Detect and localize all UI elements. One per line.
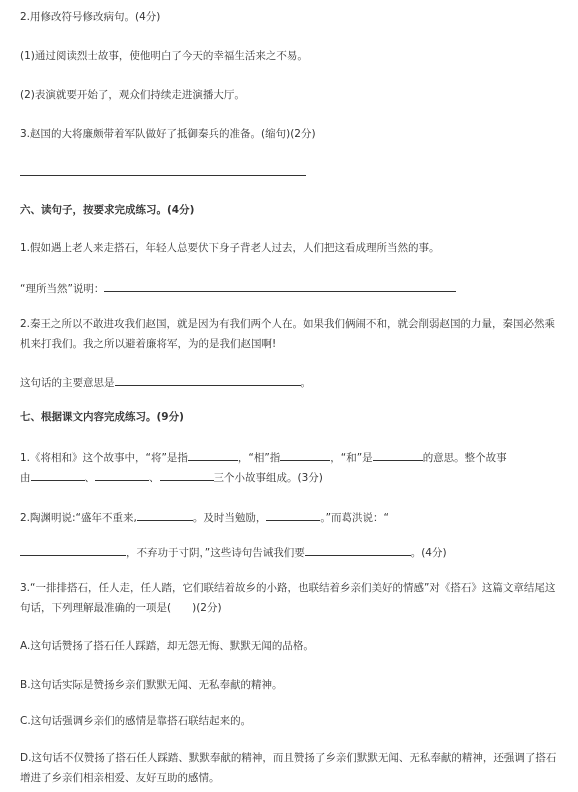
text: 。及时当勉励，	[192, 512, 267, 524]
answer-blank[interactable]	[266, 509, 320, 521]
section-7-question-2-line-2	[20, 544, 560, 560]
answer-blank[interactable]	[160, 469, 214, 481]
text: 、	[84, 472, 95, 484]
answer-blank[interactable]	[188, 449, 238, 461]
answer-blank[interactable]	[305, 544, 411, 556]
section-7-question-2-line-1	[20, 509, 560, 525]
answer-blank[interactable]	[20, 544, 126, 556]
text: 三个小故事组成。(3分)	[213, 472, 323, 484]
section-7-question-3: 3.“一排排搭石，任人走，任人踏，它们联结着故乡的小路，也联结着乡亲们美好的情感”对《搭石》这篇文章结尾这句话，下列理解最准确的一项是( )(2分)	[20, 582, 556, 614]
text: 。”而葛洪说：“	[320, 512, 389, 524]
section-6-question-1: 1.假如遇上老人来走搭石，年轻人总要伏下身子背老人过去，人们把这看成理所当然的事。	[20, 242, 440, 254]
answer-end: 。	[300, 377, 311, 389]
answer-prompt: “理所当然”说明：	[20, 283, 105, 295]
text: ，“和”是	[330, 452, 373, 464]
answer-blank[interactable]	[95, 469, 149, 481]
option-b: B.这句话实际是赞扬乡亲们默默无闻、无私奉献的精神。	[20, 679, 283, 691]
text: 由	[20, 472, 31, 484]
option-c: C.这句话强调乡亲们的感情是靠搭石联结起来的。	[20, 715, 252, 727]
section-7-heading: 七、根据课文内容完成练习。(9分)	[20, 411, 184, 423]
answer-blank[interactable]	[137, 509, 193, 521]
section-6-heading: 六、读句子，按要求完成练习。(4分)	[20, 204, 195, 216]
question-2-sentence-1: (1)通过阅读烈士故事，使他明白了今天的幸福生活来之不易。	[20, 50, 308, 62]
section-6-question-1-answer	[20, 280, 560, 296]
option-a: A.这句话赞扬了搭石任人踩踏，却无怨无悔、默默无闻的品格。	[20, 640, 314, 652]
question-2-title: 2.用修改符号修改病句。(4分)	[20, 11, 161, 23]
section-7-question-1-line-2	[20, 469, 560, 485]
answer-blank[interactable]	[280, 449, 330, 461]
text: 2.陶渊明说:“盛年不重来,	[20, 512, 137, 524]
answer-blank[interactable]	[31, 469, 85, 481]
text: 1.《将相和》这个故事中，“将”是指	[20, 452, 188, 464]
answer-blank[interactable]	[104, 280, 456, 292]
section-6-question-2-answer	[20, 374, 560, 390]
text: 的意思。整个故事	[422, 452, 507, 464]
question-2-sentence-2: (2)表演就要开始了，观众们持续走进演播大厅。	[20, 89, 245, 101]
section-7-question-1-line-1	[20, 449, 560, 465]
text: ，不弃功于寸阴，”这些诗句告诫我们要	[126, 547, 305, 559]
answer-blank[interactable]	[373, 449, 423, 461]
text: ，“相”指	[237, 452, 281, 464]
option-d: D.这句话不仅赞扬了搭石任人踩踏、默默奉献的精神，而且赞扬了乡亲们默默无闻、无私奉献的精神，还强调了搭石增进了乡亲们相亲相爱、友好互助的感情。	[20, 752, 557, 784]
text: 、	[149, 472, 160, 484]
section-6-question-2: 2.秦王之所以不敢进攻我们赵国，就是因为有我们两个人在。如果我们俩闹不和，就会削弱赵国的力量，秦国必然乘机来打我们。我之所以避着廉将军，为的是我们赵国啊!	[20, 318, 556, 350]
question-3-condense: 3.赵国的大将廉颇带着军队做好了抵御秦兵的准备。(缩句)(2分)	[20, 128, 316, 140]
text: 。(4分)	[410, 547, 447, 559]
answer-line	[20, 175, 306, 176]
answer-prompt: 这句话的主要意思是	[20, 377, 115, 389]
answer-blank[interactable]	[115, 374, 301, 386]
